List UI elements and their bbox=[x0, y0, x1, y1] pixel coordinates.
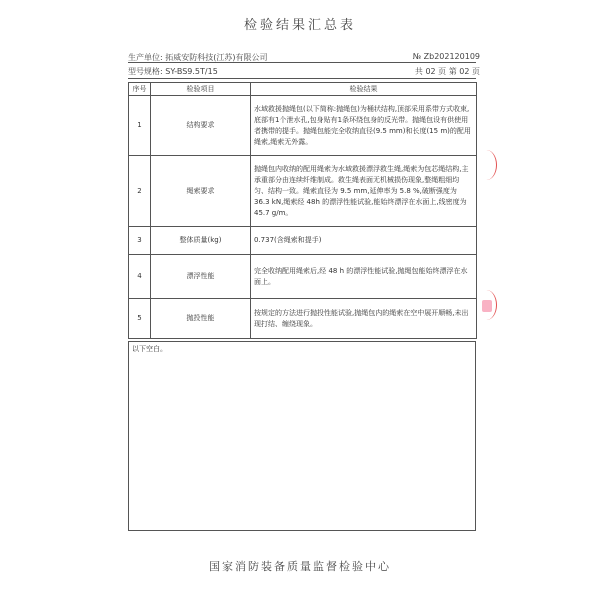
page-info: 共 02 页 第 02 页 bbox=[414, 67, 480, 76]
results-table bbox=[128, 82, 477, 339]
header-rule bbox=[128, 62, 476, 63]
header-rule bbox=[128, 78, 476, 79]
blank-note: 以下空白。 bbox=[132, 345, 167, 353]
document-title: 检验结果汇总表 bbox=[243, 18, 356, 33]
producer-value: 拓威安防科技(江苏)有限公司 bbox=[165, 53, 268, 62]
row-result: 按规定的方法进行抛投性能试验,抛绳包内的绳索在空中展开顺畅,未出现打结、缠绕现象。 bbox=[251, 299, 477, 339]
row-item: 整体质量(kg) bbox=[151, 227, 251, 255]
header-result: 检验结果 bbox=[251, 83, 477, 96]
row-no: 5 bbox=[129, 299, 151, 339]
producer-label: 生产单位: bbox=[128, 53, 163, 62]
header-no: 序号 bbox=[129, 83, 151, 96]
model-value: SY-BS9.5T/15 bbox=[165, 67, 218, 76]
issuer-name: 国家消防装备质量监督检验中心 bbox=[209, 560, 391, 573]
row-no: 2 bbox=[129, 156, 151, 227]
seal-mark bbox=[476, 150, 497, 180]
table-header-row bbox=[129, 83, 477, 96]
row-item: 结构要求 bbox=[151, 96, 251, 156]
model-line bbox=[128, 66, 218, 77]
table-row bbox=[129, 96, 477, 156]
row-result: 完全收纳配用绳索后,经 48 h 的漂浮性能试验,抛绳包能始终漂浮在水面上。 bbox=[251, 255, 477, 299]
model-label: 型号规格: bbox=[128, 67, 163, 76]
table-row bbox=[129, 255, 477, 299]
row-result: 抛绳包内收纳的配用绳索为水域救援漂浮救生绳,绳索为包芯绳结构,主承重部分由连续纤维制成。救生绳表面无机械损伤现象,整绳粗细均匀、结构一致。绳索直径为 9.5 mm,延伸率为 5.8 %,破断强度为 36.3 kN,绳索经 48h 的漂浮性能试验,能始终漂浮在水面上,线密度为 45.7 g/m。 bbox=[251, 156, 477, 227]
row-item: 绳索要求 bbox=[151, 156, 251, 227]
report-number: № Zb202120109 bbox=[412, 52, 480, 61]
row-result: 水域救援抛绳包(以下简称:抛绳包)为桶状结构,顶部采用系带方式收束,底部有1个泄水孔,包身贴有1条环绕包身的反光带。抛绳包设有供使用者携带的提手。抛绳包能完全收纳直径(9.5 mm)和长度(15 m)的配用绳索,绳索无外露。 bbox=[251, 96, 477, 156]
row-no: 3 bbox=[129, 227, 151, 255]
row-no: 1 bbox=[129, 96, 151, 156]
row-item: 抛投性能 bbox=[151, 299, 251, 339]
seal-stamp bbox=[482, 300, 492, 312]
header-item: 检验项目 bbox=[151, 83, 251, 96]
row-result: 0.737(含绳索和提手) bbox=[251, 227, 477, 255]
table-row bbox=[129, 227, 477, 255]
row-item: 漂浮性能 bbox=[151, 255, 251, 299]
table-row bbox=[129, 156, 477, 227]
table-row bbox=[129, 299, 477, 339]
blank-area bbox=[128, 341, 476, 531]
row-no: 4 bbox=[129, 255, 151, 299]
